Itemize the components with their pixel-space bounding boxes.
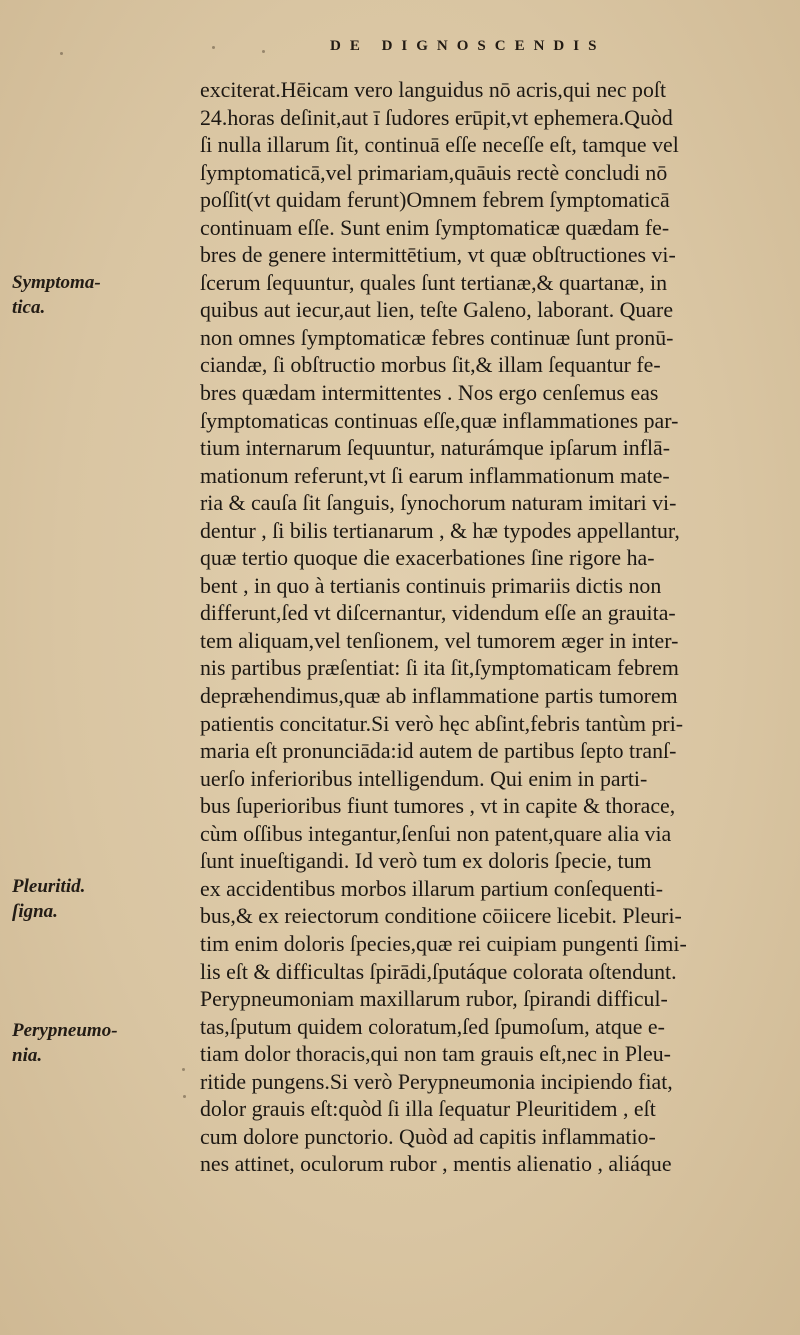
text-line: exciterat.Hēicam vero languidus nō acris,qui nec poſt (200, 77, 667, 102)
text-line: 24.horas deſinit,aut ī ſudores erūpit,vt ephemera.Quòd (200, 104, 673, 130)
text-line: non omnes ſymptomaticæ febres continuæ ſunt pronū- (200, 324, 674, 350)
text-line: nes attinet, oculorum rubor , mentis alienatio , aliáque (200, 1151, 672, 1177)
text-line: tim enim doloris ſpecies,quæ rei cuipiam pungenti ſimi- (200, 930, 687, 956)
text-line: cum dolore punctorio. Quòd ad capitis inflammatio- (200, 1123, 656, 1149)
text-line: continuam eſſe. Sunt enim ſymptomaticæ quædam fe- (200, 214, 670, 240)
text-line: depræhendimus,quæ ab inflammatione partis tumorem (200, 683, 678, 709)
text-line: tas,ſputum quidem coloratum,ſed ſpumoſum, atque e- (200, 1013, 665, 1039)
text-line: ex accidentibus morbos illarum partium conſequenti- (200, 875, 664, 901)
paper-speck (212, 46, 215, 49)
running-head: DE DIGNOSCENDIS (330, 38, 606, 54)
text-line: poſſit(vt quidam ferunt)Omnem febrem ſymptomaticā (200, 187, 670, 213)
margin-note-line: Symptoma- (12, 272, 101, 293)
text-line: bres de genere intermittētium, vt quæ obſtructiones vi- (200, 242, 676, 268)
text-line: dentur , ſi bilis tertianarum , & hæ typodes appellantur, (200, 517, 680, 543)
text-line: ſi nulla illarum ſit, continuā eſſe neceſſe eſt, tamque vel (200, 132, 679, 158)
text-line: quæ tertio quoque die exacerbationes ſine rigore ha- (200, 545, 655, 571)
margin-note-line: nia. (12, 1045, 43, 1066)
text-line: bres quædam intermittentes . Nos ergo cenſemus eas (200, 380, 659, 406)
margin-note-line: tica. (12, 297, 46, 318)
text-line: uerſo inferioribus intelligendum. Qui enim in parti- (200, 765, 648, 791)
text-line: lis eſt & difficultas ſpirādi,ſputáque colorata oſtendunt. (200, 958, 677, 984)
text-line: ria & cauſa ſit ſanguis, ſynochorum naturam imitari vi- (200, 490, 677, 516)
text-line: ritide pungens.Si verò Perypneumonia incipiendo fiat, (200, 1068, 673, 1094)
text-line: maria eſt pronunciāda:id autem de partibus ſepto tranſ- (200, 738, 677, 764)
text-line: nis partibus præſentiat: ſi ita ſit,ſymptomaticam febrem (200, 655, 679, 681)
text-line: ſunt inueſtigandi. Id verò tum ex doloris ſpecie, tum (200, 848, 652, 874)
text-line: dolor grauis eſt:quòd ſi illa ſequatur Pleuritidem , eſt (200, 1096, 656, 1122)
margin-note-line: Perypneumo- (12, 1020, 118, 1041)
text-line: ſcerum ſequuntur, quales ſunt tertianæ,& quartanæ, in (200, 269, 668, 295)
margin-note-perypneumonia (12, 1018, 197, 1068)
margin-note-pleuritid (12, 874, 197, 924)
paper-speck (262, 50, 265, 53)
text-line: bus ſuperioribus fiunt tumores , vt in capite & thorace, (200, 793, 676, 819)
text-line: quibus aut iecur,aut lien, teſte Galeno, laborant. Quare (200, 297, 674, 323)
margin-note-line: Pleuritid. (12, 876, 86, 897)
paper-speck (182, 1068, 185, 1071)
text-line: ſymptomaticā,vel primariam,quāuis rectè concludi nō (200, 159, 668, 185)
text-line: cùm oſſibus integantur,ſenſui non patent,quare alia via (200, 820, 672, 846)
text-line: mationum referunt,vt ſi earum inflammationum mate- (200, 462, 670, 488)
margin-note-line: ſigna. (12, 901, 58, 922)
text-line: patientis concitatur.Si verò hęc abſint,febris tantùm pri- (200, 710, 684, 736)
paper-speck (183, 1095, 186, 1098)
margin-note-symptomatica (12, 270, 197, 320)
text-line: bent , in quo à tertianis continuis primariis dictis non (200, 572, 662, 598)
text-line: tium internarum ſequuntur, naturámque ipſarum inflā- (200, 435, 671, 461)
text-line: ſymptomaticas continuas eſſe,quæ inflammationes par- (200, 407, 679, 433)
paper-speck (60, 52, 63, 55)
body-text (200, 76, 800, 1178)
text-line: tem aliquam,vel tenſionem, vel tumorem æger in inter- (200, 627, 679, 653)
text-line: tiam dolor thoracis,qui non tam grauis eſt,nec in Pleu- (200, 1041, 671, 1067)
text-line: bus,& ex reiectorum conditione cōiicere licebit. Pleuri- (200, 903, 682, 929)
text-line: ciandæ, ſi obſtructio morbus ſit,& illam ſequantur fe- (200, 352, 661, 378)
text-line: differunt,ſed vt diſcernantur, videndum eſſe an grauita- (200, 600, 676, 626)
text-line: Perypneumoniam maxillarum rubor, ſpirandi difficul- (200, 986, 668, 1012)
